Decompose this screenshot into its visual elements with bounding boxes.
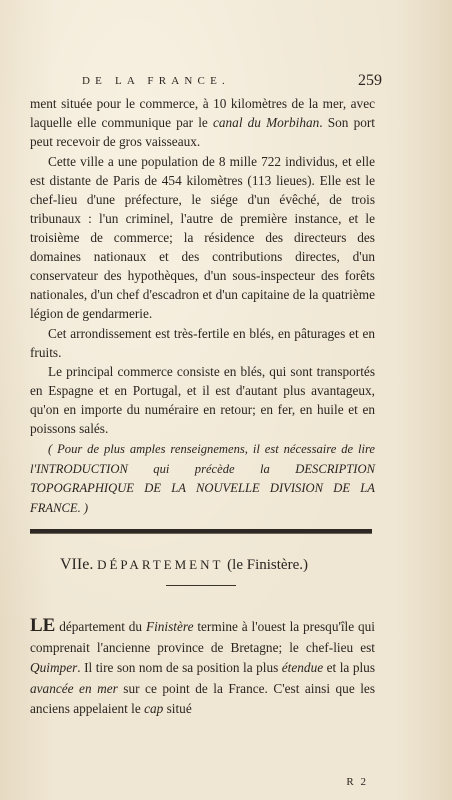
running-head: DE LA FRANCE. [82, 75, 230, 87]
department-name: (le Finistère.) [227, 557, 308, 573]
page-header [82, 72, 382, 92]
italic-span: Finistère [145, 619, 194, 634]
finistere-paragraph [30, 616, 375, 720]
department-word: DÉPARTEMENT [97, 557, 224, 572]
page-number: 259 [358, 72, 382, 89]
drop-cap: LE [30, 615, 56, 636]
section-rule [30, 529, 372, 534]
text-span: sur ce point de la France. C'est ainsi que les anciens appelaient le [30, 680, 375, 716]
signature-mark: R 2 [346, 776, 368, 788]
department-heading [60, 556, 360, 574]
text-span: département du [55, 619, 146, 634]
italic-span: Quimper [30, 660, 78, 675]
department-numeral: VIIe. [60, 556, 94, 573]
heading-underline [166, 585, 236, 586]
italic-span: étendue [281, 660, 324, 675]
canal-name: canal du Morbihan [212, 115, 320, 130]
paragraph-4: Le principal commerce consiste en blés, qui sont transportés en Espagne et en Portugal, et il est d'autant plus avantageux, qu'on en importe du numéraire en retour; en fer, en huile et en poissons salés. [30, 364, 375, 436]
text-span: et la plus [323, 660, 375, 675]
paragraph-1-text: ment située pour le commerce, à 10 kilomètres de la mer, avec laquelle elle communique par le [30, 96, 375, 130]
text-span: termine à l'ouest la presqu'île qui comprenait l'ancienne province de Bretagne; le chef-lieu est [30, 619, 376, 655]
text-span: situé [163, 701, 192, 716]
paragraph-1 [30, 94, 375, 151]
text-span: . Il tire son nom de sa position la plus [77, 660, 282, 675]
reference-note: ( Pour de plus amples renseignemens, il est nécessaire de lire l'INTRODUCTION qui précède la DESCRIPTION TOPOGRAPHIQUE DE LA NOUVELLE DIVISION DE LA FRANCE. ) [30, 442, 375, 515]
paragraph-1-end: . Son port peut recevoir de gros vaisseaux. [30, 115, 375, 149]
italic-span: cap [144, 701, 164, 716]
paragraph-3: Cet arrondissement est très-fertile en blés, en pâturages et en fruits. [30, 326, 375, 360]
paragraph-2: Cette ville a une population de 8 mille 722 individus, et elle est distante de Paris de 454 kilomètres (113 lieues). Elle est le chef-lieu d'une préfecture, le siége d'un évêché, de trois tribunaux : l'un criminel, l'autre de première instance, et le troisième de commerce; la résidence des directeurs des domaines nationaux et des contributions directes, d'un conservateur des hypothèques, d'un sous-inspecteur des forêts nationales, d'un chef d'escadron et d'un capitaine de la quatrième légion de gendarmerie. [30, 154, 375, 321]
italic-span: avancée en mer [30, 680, 118, 696]
